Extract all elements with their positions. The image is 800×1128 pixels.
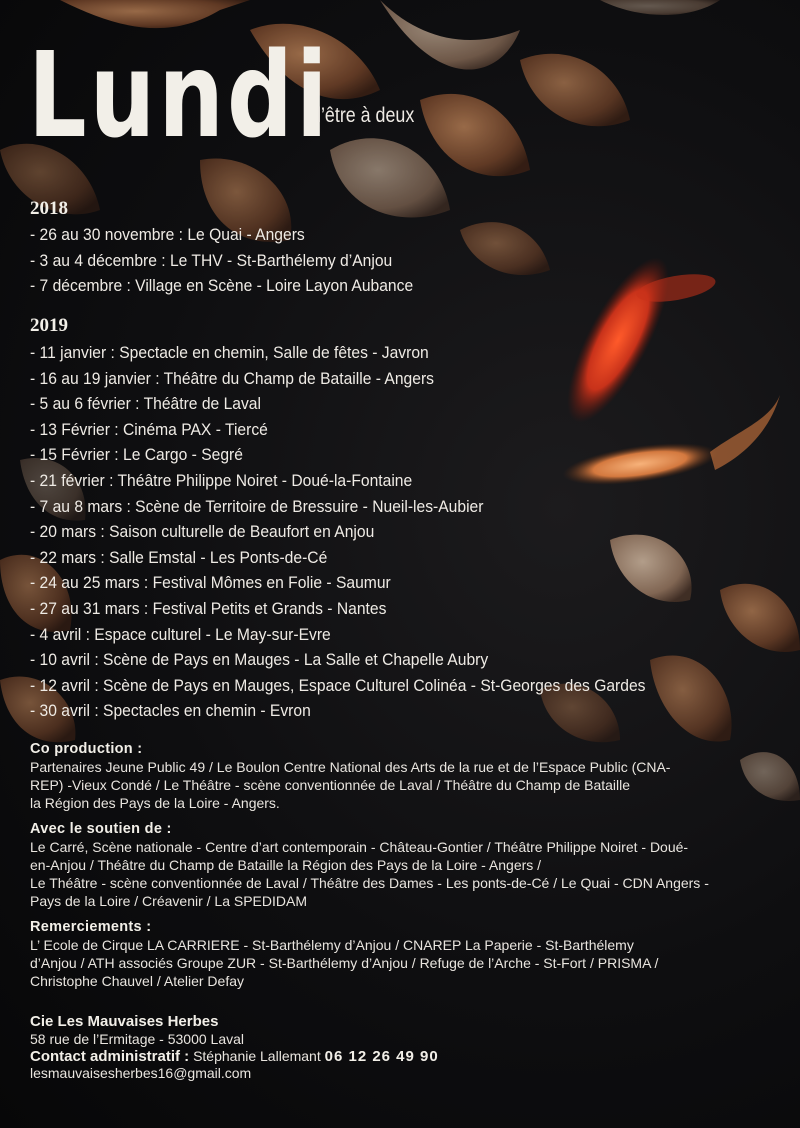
date-item: - 26 au 30 novembre : Le Quai - Angers: [30, 225, 305, 244]
contact-name: Stéphanie Lallemant: [193, 1048, 321, 1064]
coproduction-line: la Région des Pays de la Loire - Angers.: [30, 795, 280, 811]
coproduction-heading: Co production :: [30, 741, 143, 757]
date-item: - 3 au 4 décembre : Le THV - St-Barthélemy d’Anjou: [30, 250, 393, 270]
contact-phone[interactable]: 06 12 26 49 90: [324, 1048, 439, 1065]
coproduction-line: REP) -Vieux Condé / Le Théâtre - scène conventionnée de Laval / Théâtre du Champ de Bataille: [30, 777, 631, 793]
company-block: [30, 1012, 775, 1082]
date-item: - 21 février : Théâtre Philippe Noiret - Doué-la-Fontaine: [30, 470, 413, 490]
show-title: Lundi: [28, 26, 331, 164]
date-item: - 4 avril : Espace culturel - Le May-sur-Evre: [30, 624, 331, 644]
year-heading-2019: 2019: [30, 315, 68, 336]
show-subtitle: l’être à deux: [317, 104, 415, 127]
year-heading-2018: 2018: [30, 198, 68, 219]
date-item: - 12 avril : Scène de Pays en Mauges, Espace Culturel Colinéa - St-Georges des Gardes: [30, 675, 646, 695]
dates-list-2019: [30, 340, 699, 724]
dates-list-2018: [30, 222, 446, 299]
date-item: - 22 mars : Salle Emstal - Les Ponts-de-Cé: [30, 547, 328, 567]
thanks-line: Christophe Chauvel / Atelier Defay: [30, 973, 244, 989]
date-item: - 27 au 31 mars : Festival Petits et Grands - Nantes: [30, 598, 387, 618]
date-item: - 16 au 19 janvier : Théâtre du Champ de Bataille - Angers: [30, 368, 434, 388]
company-address: 58 rue de l’Ermitage - 53000 Laval: [30, 1031, 245, 1047]
thanks-line: d’Anjou / ATH associés Groupe ZUR - St-Barthélemy d’Anjou / Refuge de l’Arche - St-Fort / PRISMA /: [30, 955, 659, 971]
date-item: - 15 Février : Le Cargo - Segré: [30, 445, 243, 465]
coproduction-line: Partenaires Jeune Public 49 / Le Boulon Centre National des Arts de la rue et de l’Espace Public (CNA-: [30, 759, 671, 775]
support-line: Pays de la Loire / Créavenir / La SPEDIDAM: [30, 893, 308, 909]
date-item: - 30 avril : Spectacles en chemin - Evron: [30, 701, 311, 721]
support-line: Le Théâtre - scène conventionnée de Laval / Théâtre des Dames - Les ponts-de-Cé / Le Quai - CDN Angers -: [30, 875, 709, 891]
contact-line: [30, 1048, 775, 1065]
thanks-heading: Remerciements :: [30, 919, 152, 935]
support-heading: Avec le soutien de :: [30, 821, 172, 837]
date-item: - 13 Février : Cinéma PAX - Tiercé: [30, 419, 268, 439]
support-section: [30, 820, 775, 910]
coproduction-section: [30, 740, 775, 812]
contact-email[interactable]: lesmauvaisesherbes16@gmail.com: [30, 1065, 252, 1081]
company-name: Cie Les Mauvaises Herbes: [30, 1013, 219, 1030]
thanks-section: [30, 918, 775, 990]
support-line: Le Carré, Scène nationale - Centre d’art contemporain - Château-Gontier / Théâtre Philippe Noiret - Doué-: [30, 839, 689, 855]
date-item: - 10 avril : Scène de Pays en Mauges - La Salle et Chapelle Aubry: [30, 650, 489, 670]
date-item: - 7 décembre : Village en Scène - Loire Layon Aubance: [30, 276, 414, 296]
date-item: - 20 mars : Saison culturelle de Beaufort en Anjou: [30, 522, 375, 542]
thanks-line: L’ Ecole de Cirque LA CARRIERE - St-Barthélemy d’Anjou / CNAREP La Paperie - St-Barthélemy: [30, 937, 634, 953]
date-item: - 24 au 25 mars : Festival Mômes en Folie - Saumur: [30, 573, 391, 593]
date-item: - 5 au 6 février : Théâtre de Laval: [30, 394, 261, 414]
date-item: - 7 au 8 mars : Scène de Territoire de Bressuire - Nueil-les-Aubier: [30, 496, 484, 516]
date-item: - 11 janvier : Spectacle en chemin, Salle de fêtes - Javron: [30, 343, 429, 362]
contact-label: Contact administratif :: [30, 1048, 190, 1065]
support-line: en-Anjou / Théâtre du Champ de Bataille la Région des Pays de la Loire - Angers /: [30, 857, 542, 873]
